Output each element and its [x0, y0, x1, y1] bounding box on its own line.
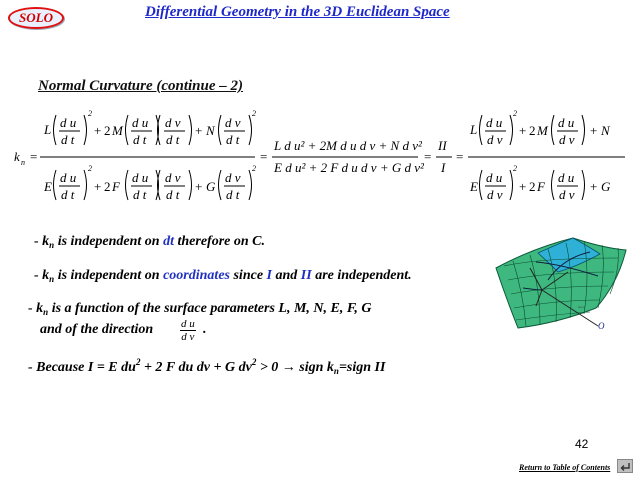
- eq-du-3: d u: [60, 170, 77, 185]
- b2-I: I: [266, 268, 272, 283]
- b1-dt: dt: [163, 234, 174, 249]
- b1-prefix: - k: [34, 234, 50, 249]
- eq-equals-2: =: [260, 149, 268, 164]
- eq-F: F: [112, 179, 120, 194]
- eq-sq-5: 2: [513, 109, 517, 118]
- eq-G-2: G: [601, 179, 611, 194]
- eq-plus-8: +: [590, 179, 598, 194]
- b4-text2: + 2 F du dv + G dv: [140, 360, 252, 375]
- b3-line2: and of the direction: [40, 322, 154, 337]
- surface-figure: [478, 228, 633, 338]
- eq-equals-1: =: [30, 149, 38, 164]
- eq-du-1: d u: [60, 115, 77, 130]
- b3-sub: n: [43, 307, 49, 317]
- eq-du-8: d u: [558, 170, 575, 185]
- solo-logo: [8, 7, 64, 29]
- eq-dt-5: d t: [61, 187, 75, 202]
- eq-dv-7: d v: [487, 187, 503, 202]
- page-number: 42: [575, 437, 589, 451]
- b3-period: .: [203, 322, 207, 337]
- eq-L: L: [44, 122, 52, 137]
- b4-sup-1: 2: [135, 357, 141, 367]
- eq-sq-1: 2: [88, 109, 92, 118]
- b3-prefix: - k: [28, 301, 44, 316]
- eq-sq-6: 2: [513, 164, 517, 173]
- eq-dt-2: d t: [133, 132, 147, 147]
- eq-plus-4: +: [195, 179, 203, 194]
- eq-dv-1: d v: [165, 115, 181, 130]
- eq-middle-denominator: E d u² + 2 F d u d v + G d v²: [274, 160, 424, 175]
- eq-M-2: M: [537, 123, 548, 138]
- b1-text1: is independent on: [54, 234, 164, 249]
- eq-dt-8: d t: [226, 187, 240, 202]
- svg-text:r(u,v): r(u,v): [578, 305, 585, 309]
- eq-two-2: 2: [104, 179, 111, 194]
- b2-text3: are independent.: [311, 268, 412, 283]
- return-to-toc-link[interactable]: Return to Table of Contents: [519, 463, 611, 472]
- eq-dv-6: d v: [559, 132, 575, 147]
- eq-N: N: [206, 123, 215, 138]
- b4-sup-2: 2: [251, 357, 257, 367]
- b1-sub: n: [49, 240, 55, 250]
- b2-sub: n: [49, 274, 55, 284]
- b3-frac-num: d u: [181, 318, 195, 330]
- eq-E-2: E: [470, 179, 478, 194]
- eq-plus-6: +: [590, 123, 598, 138]
- b4-sub: n: [333, 366, 339, 376]
- eq-dt-1: d t: [61, 132, 75, 147]
- eq-M: M: [112, 123, 123, 138]
- eq-two-4: 2: [529, 179, 536, 194]
- bullet-2: [34, 268, 412, 284]
- eq-N-2: N: [601, 123, 610, 138]
- eq-E: E: [44, 179, 52, 194]
- b2-coordinates: coordinates: [163, 268, 230, 283]
- b4-text1: - Because I = E du: [28, 360, 136, 375]
- eq-plus-3: +: [94, 179, 102, 194]
- eq-du-7: d u: [486, 170, 503, 185]
- eq-du-5: d u: [486, 115, 503, 130]
- eq-middle-numerator: L d u² + 2M d u d v + N d v²: [274, 138, 422, 153]
- return-arrow-icon: [619, 461, 631, 471]
- b2-prefix: - k: [34, 268, 50, 283]
- eq-plus-5: +: [519, 123, 527, 138]
- bullet-3: [28, 301, 372, 317]
- eq-plus-7: +: [519, 179, 527, 194]
- eq-du-2: d u: [132, 115, 149, 130]
- eq-two-3: 2: [529, 123, 536, 138]
- eq-plus-2: +: [195, 123, 203, 138]
- b3-line1: is a function of the surface parameters L, M, N, E, F, G: [48, 301, 372, 316]
- eq-F-2: F: [537, 179, 545, 194]
- eq-sq-2: 2: [252, 109, 256, 118]
- b2-and: and: [272, 268, 301, 283]
- normal-curvature-equation: [0, 100, 638, 225]
- b3-direction-fraction: [180, 318, 196, 343]
- eq-dv-4: d v: [225, 170, 241, 185]
- b1-text2: therefore on C.: [173, 234, 265, 249]
- eq-dv-3: d v: [165, 170, 181, 185]
- eq-dv-8: d v: [559, 187, 575, 202]
- eq-equals-4: =: [456, 149, 464, 164]
- eq-du-6: d u: [558, 115, 575, 130]
- section-subtitle: Normal Curvature (continue – 2): [38, 78, 244, 94]
- b4-text3: > 0 → sign k: [256, 360, 334, 375]
- eq-k: k: [14, 149, 20, 164]
- eq-dv-2: d v: [225, 115, 241, 130]
- bullet-4: [28, 357, 385, 376]
- eq-II: II: [438, 138, 447, 153]
- eq-plus-1: +: [94, 123, 102, 138]
- eq-two-1: 2: [104, 123, 111, 138]
- b2-text1: is independent on: [54, 268, 164, 283]
- eq-sq-4: 2: [252, 164, 256, 173]
- b3-frac-den: d v: [181, 331, 195, 343]
- bullet-1: [34, 234, 265, 250]
- b2-II: II: [300, 268, 312, 283]
- eq-equals-3: =: [424, 149, 432, 164]
- eq-dt-7: d t: [166, 187, 180, 202]
- bullet-3-line2: [40, 322, 153, 338]
- b4-text4: =sign II: [338, 360, 386, 375]
- eq-dt-6: d t: [133, 187, 147, 202]
- return-button[interactable]: [617, 459, 633, 473]
- eq-I: I: [441, 160, 446, 175]
- eq-L-2: L: [470, 122, 478, 137]
- b2-text2: since: [229, 268, 267, 283]
- logo-text: SOLO: [19, 10, 53, 25]
- eq-k-sub: n: [21, 158, 25, 167]
- eq-du-4: d u: [132, 170, 149, 185]
- eq-dt-4: d t: [226, 132, 240, 147]
- eq-G: G: [206, 179, 216, 194]
- eq-sq-3: 2: [88, 164, 92, 173]
- figure-origin-label: O: [598, 321, 605, 331]
- page-title: Differential Geometry in the 3D Euclidean Space: [145, 4, 450, 20]
- eq-dt-3: d t: [166, 132, 180, 147]
- eq-dv-5: d v: [487, 132, 503, 147]
